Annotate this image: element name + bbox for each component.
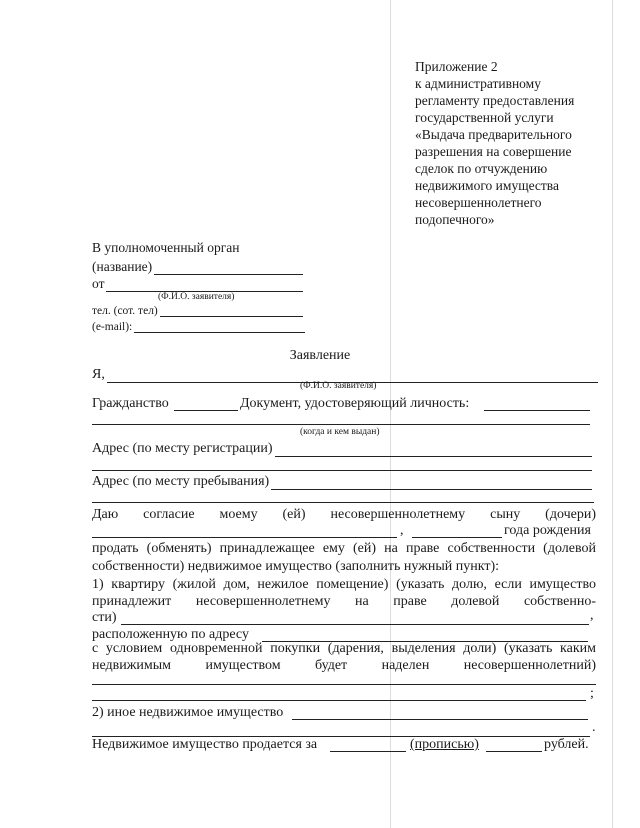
appendix-line: Приложение 2	[415, 59, 498, 74]
fio-caption: (Ф.И.О. заявителя)	[158, 292, 235, 302]
appendix-line: к административному	[415, 76, 541, 91]
appendix-line: регламенту предоставления	[415, 93, 575, 108]
appendix-line: недвижимого имущества	[415, 178, 559, 193]
consent-line: Даю согласие моему (ей) несовершеннолетнему сыну (дочери)	[92, 507, 596, 522]
appendix-line: подопечного»	[415, 212, 495, 227]
condition-line-2: недвижимым имуществом будет наделен несовершеннолетний)	[92, 658, 596, 673]
addressee-from-row: от	[92, 276, 303, 292]
price-words-field[interactable]	[486, 751, 542, 752]
new-property-field-line-1[interactable]	[92, 684, 596, 685]
citizenship-row: Гражданство	[92, 396, 169, 411]
child-name-field[interactable]	[92, 537, 397, 538]
appendix-line: государственной услуги	[415, 110, 554, 125]
addressee-name-row: (название)	[92, 259, 303, 275]
share-field[interactable]	[121, 624, 589, 625]
reg-address-row: Адрес (по месту регистрации)	[92, 441, 592, 457]
birth-year-field[interactable]	[412, 537, 502, 538]
applicant-row: Я,	[92, 367, 598, 383]
document-label: Документ, удостоверяющий личность:	[240, 396, 470, 411]
stay-address-field-line-2[interactable]	[92, 502, 594, 503]
located-label: расположенную по адресу	[92, 627, 249, 642]
sold-label: Недвижимое имущество продается за	[92, 737, 318, 752]
appendix-line: разрешения на совершение	[415, 144, 572, 159]
document-field[interactable]	[484, 410, 590, 411]
appendix-line: несовершеннолетнего	[415, 195, 542, 210]
item1-line-2: принадлежит несовершеннолетнему на праве долевой собственно-	[92, 594, 596, 609]
new-property-field-line-2[interactable]	[92, 700, 586, 701]
appendix-header	[415, 58, 615, 228]
semicolon: ;	[590, 686, 594, 701]
in-words-label: (прописью)	[410, 737, 479, 752]
phone-row: тел. (сот. тел)	[92, 304, 303, 317]
applicant-name-field[interactable]	[106, 279, 303, 292]
reg-address-field[interactable]	[275, 442, 592, 457]
sell-line-2: собственности) недвижимое имущество (заполнить нужный пункт):	[92, 559, 500, 574]
sell-line-1: продать (обменять) принадлежащее ему (ей) на праве собственности (долевой	[92, 541, 596, 556]
citizenship-field[interactable]	[174, 410, 238, 411]
item1-line-1: 1) квартиру (жилой дом, нежилое помещение) (указать долю, если имущество	[92, 577, 596, 592]
appendix-line: сделок по отчуждению	[415, 161, 548, 176]
authority-name-field[interactable]	[154, 262, 303, 275]
dot: .	[592, 720, 596, 735]
email-field[interactable]	[134, 320, 305, 333]
document-field-line-2[interactable]	[92, 424, 590, 425]
reg-address-field-line-2[interactable]	[92, 470, 592, 471]
rubles-label: рублей.	[544, 737, 589, 752]
item2-label: 2) иное недвижимое имущество	[92, 705, 284, 720]
email-row: (e-mail):	[92, 320, 305, 333]
comma-text: ,	[400, 523, 404, 538]
addressee-to: В уполномоченный орган	[92, 240, 240, 255]
price-field[interactable]	[330, 751, 406, 752]
item1-line-3: сти)	[92, 610, 117, 625]
issued-caption: (когда и кем выдан)	[300, 427, 380, 437]
comma-end: ,	[590, 608, 594, 623]
document-title: Заявление	[289, 348, 351, 363]
birth-year-label: года рождения	[504, 523, 591, 538]
appendix-line: «Выдача предварительного	[415, 127, 572, 142]
scan-artifact-line	[390, 0, 391, 828]
stay-address-row: Адрес (по месту пребывания)	[92, 474, 592, 490]
fio-caption-body: (Ф.И.О. заявителя)	[300, 381, 377, 391]
phone-field[interactable]	[160, 304, 303, 317]
condition-line-1: с условием одновременной покупки (дарения, выделения доли) (указать каким	[92, 641, 596, 656]
other-property-field[interactable]	[292, 719, 588, 720]
stay-address-field[interactable]	[271, 475, 592, 490]
